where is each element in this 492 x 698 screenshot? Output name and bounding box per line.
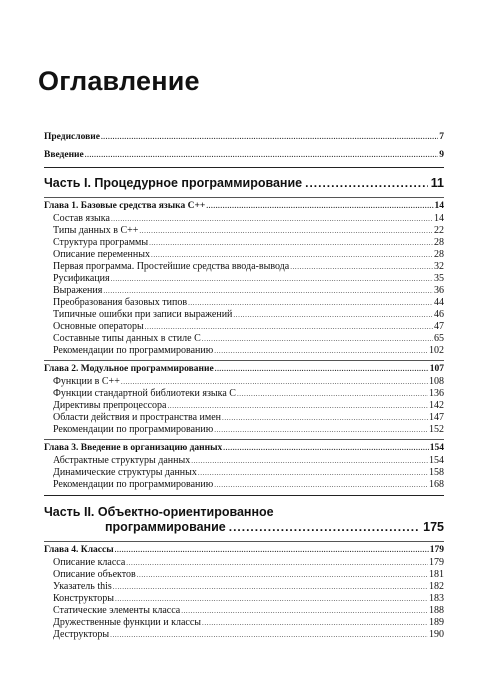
toc-section[interactable] bbox=[44, 617, 444, 629]
divider bbox=[44, 541, 444, 542]
leader-dots bbox=[214, 345, 428, 357]
toc-section-page: 154 bbox=[429, 455, 444, 466]
leader-dots bbox=[168, 400, 429, 412]
toc-section-label: Функции в C++ bbox=[53, 376, 120, 387]
leader-dots bbox=[237, 388, 428, 400]
leader-dots bbox=[145, 321, 433, 333]
leader-dots bbox=[103, 285, 433, 297]
divider bbox=[44, 197, 444, 198]
toc-section[interactable] bbox=[44, 557, 444, 569]
toc-chapter-2[interactable] bbox=[44, 363, 444, 376]
toc-section-page: 46 bbox=[434, 309, 444, 320]
toc-part-label: программирование bbox=[105, 520, 226, 534]
toc-section[interactable] bbox=[44, 388, 444, 400]
toc-chapter-label: Глава 3. Введение в организацию данных bbox=[44, 443, 223, 453]
toc-section[interactable] bbox=[44, 333, 444, 345]
leader-dots bbox=[110, 629, 428, 641]
toc-section-label: Конструкторы bbox=[53, 593, 115, 604]
toc-section-label: Деструкторы bbox=[53, 629, 110, 640]
toc-section[interactable] bbox=[44, 412, 444, 424]
toc-entry-preface[interactable] bbox=[44, 128, 444, 146]
toc-section-label: Описание переменных bbox=[53, 249, 150, 260]
toc-section[interactable] bbox=[44, 605, 444, 617]
toc-section[interactable] bbox=[44, 345, 444, 357]
leader-dots bbox=[305, 176, 428, 190]
toc-section[interactable] bbox=[44, 376, 444, 388]
toc-section-page: 181 bbox=[429, 569, 444, 580]
toc-chapter-label: Глава 2. Модульное программирование bbox=[44, 364, 214, 374]
toc-chapter-page: 107 bbox=[429, 364, 444, 374]
leader-dots bbox=[214, 424, 428, 436]
toc-section-label: Типы данных в C++ bbox=[53, 225, 139, 236]
toc-chapter-1[interactable] bbox=[44, 200, 444, 213]
toc-section-page: 108 bbox=[429, 376, 444, 387]
toc-entry-label: Введение bbox=[44, 150, 84, 160]
toc-section[interactable] bbox=[44, 424, 444, 436]
toc-chapter-label: Глава 4. Классы bbox=[44, 545, 114, 555]
toc-section-page: 168 bbox=[429, 479, 444, 490]
toc-section-page: 158 bbox=[429, 467, 444, 478]
toc-section-label: Описание класса bbox=[53, 557, 126, 568]
toc-section-label: Первая программа. Простейшие средства ввода-вывода bbox=[53, 261, 290, 272]
leader-dots bbox=[121, 376, 428, 388]
toc-section-label: Указатель this bbox=[53, 581, 112, 592]
toc-section-label: Состав языка bbox=[53, 213, 110, 224]
leader-dots bbox=[151, 249, 433, 261]
toc-section[interactable] bbox=[44, 273, 444, 285]
toc-section-page: 136 bbox=[429, 388, 444, 399]
leader-dots bbox=[149, 237, 433, 249]
leader-dots bbox=[229, 520, 420, 534]
toc-section-page: 14 bbox=[434, 213, 444, 224]
toc-section-label: Динамические структуры данных bbox=[53, 467, 197, 478]
toc-section-page: 147 bbox=[429, 412, 444, 423]
toc-section[interactable] bbox=[44, 297, 444, 309]
leader-dots bbox=[115, 544, 429, 557]
toc-section-page: 182 bbox=[429, 581, 444, 592]
leader-dots bbox=[85, 146, 439, 164]
toc-section-label: Директивы препроцессора bbox=[53, 400, 167, 411]
leader-dots bbox=[191, 455, 428, 467]
toc-section-label: Типичные ошибки при записи выражений bbox=[53, 309, 233, 320]
leader-dots bbox=[113, 581, 428, 593]
toc-part-label: Часть I. Процедурное программирование bbox=[44, 176, 303, 190]
toc-part-label-continued bbox=[44, 520, 444, 534]
toc-chapter-label: Глава 1. Базовые средства языка C++ bbox=[44, 201, 206, 211]
toc-section[interactable] bbox=[44, 593, 444, 605]
toc-part-page: 11 bbox=[430, 176, 444, 190]
leader-dots bbox=[126, 557, 428, 569]
toc-part-label: Часть II. Объектно-ориентированное bbox=[44, 505, 274, 519]
toc-section[interactable] bbox=[44, 225, 444, 237]
toc-part-page: 175 bbox=[423, 520, 444, 534]
toc-entry-page: 9 bbox=[439, 150, 444, 160]
toc-section[interactable] bbox=[44, 467, 444, 479]
toc-section-page: 179 bbox=[429, 557, 444, 568]
toc-section[interactable] bbox=[44, 237, 444, 249]
toc-section-page: 190 bbox=[429, 629, 444, 640]
leader-dots bbox=[137, 569, 428, 581]
toc-section[interactable] bbox=[44, 400, 444, 412]
toc-section-page: 32 bbox=[434, 261, 444, 272]
toc-section-page: 188 bbox=[429, 605, 444, 616]
divider bbox=[44, 167, 444, 168]
toc-section-label: Преобразования базовых типов bbox=[53, 297, 188, 308]
leader-dots bbox=[206, 200, 433, 213]
toc-section-label: Составные типы данных в стиле C bbox=[53, 333, 201, 344]
toc-section-page: 28 bbox=[434, 237, 444, 248]
toc-part-1[interactable] bbox=[44, 176, 444, 190]
leader-dots bbox=[115, 593, 428, 605]
leader-dots bbox=[202, 333, 433, 345]
leader-dots bbox=[188, 297, 433, 309]
leader-dots bbox=[181, 605, 428, 617]
toc-section-page: 189 bbox=[429, 617, 444, 628]
toc-section[interactable] bbox=[44, 261, 444, 273]
leader-dots bbox=[198, 467, 428, 479]
leader-dots bbox=[111, 273, 433, 285]
leader-dots bbox=[202, 617, 428, 629]
toc-section[interactable] bbox=[44, 581, 444, 593]
toc-section-label: Структура программы bbox=[53, 237, 149, 248]
toc-section-page: 28 bbox=[434, 249, 444, 260]
toc-section[interactable] bbox=[44, 455, 444, 467]
toc-section-page: 22 bbox=[434, 225, 444, 236]
page-title: Оглавление bbox=[38, 66, 200, 96]
toc-section-page: 36 bbox=[434, 285, 444, 296]
toc-chapter-3[interactable] bbox=[44, 442, 444, 455]
leader-dots bbox=[222, 412, 428, 424]
leader-dots bbox=[215, 363, 429, 376]
toc-section[interactable] bbox=[44, 321, 444, 333]
toc-section-label: Дружественные функции и классы bbox=[53, 617, 202, 628]
toc-section-label: Рекомендации по программированию bbox=[53, 479, 214, 490]
toc-part-2[interactable] bbox=[44, 504, 444, 534]
toc-entry-page: 7 bbox=[439, 132, 444, 142]
divider bbox=[44, 439, 444, 440]
leader-dots bbox=[223, 442, 428, 455]
divider bbox=[44, 495, 444, 496]
toc-section[interactable] bbox=[44, 629, 444, 641]
toc-section[interactable] bbox=[44, 569, 444, 581]
toc-section[interactable] bbox=[44, 285, 444, 297]
toc-section-page: 44 bbox=[434, 297, 444, 308]
toc-section-page: 47 bbox=[434, 321, 444, 332]
toc-section[interactable] bbox=[44, 309, 444, 321]
toc-section[interactable] bbox=[44, 479, 444, 491]
toc-section-page: 152 bbox=[429, 424, 444, 435]
toc-entry-label: Предисловие bbox=[44, 132, 100, 142]
leader-dots bbox=[290, 261, 433, 273]
divider bbox=[44, 360, 444, 361]
toc-section-page: 102 bbox=[429, 345, 444, 356]
toc-section-label: Статические элементы класса bbox=[53, 605, 181, 616]
toc-section-label: Основные операторы bbox=[53, 321, 144, 332]
toc-section-label: Области действия и пространства имен bbox=[53, 412, 221, 423]
leader-dots bbox=[101, 128, 438, 146]
toc-section[interactable] bbox=[44, 249, 444, 261]
leader-dots bbox=[111, 213, 433, 225]
toc-section-label: Описание объектов bbox=[53, 569, 136, 580]
toc-section-label: Рекомендации по программированию bbox=[53, 424, 214, 435]
toc-section-label: Русификация bbox=[53, 273, 110, 284]
toc-section-label: Абстрактные структуры данных bbox=[53, 455, 191, 466]
toc-section-page: 142 bbox=[429, 400, 444, 411]
toc-section-label: Рекомендации по программированию bbox=[53, 345, 214, 356]
toc-entry-introduction[interactable] bbox=[44, 146, 444, 164]
toc-section-page: 65 bbox=[434, 333, 444, 344]
leader-dots bbox=[233, 309, 433, 321]
toc-section[interactable] bbox=[44, 213, 444, 225]
toc-chapter-page: 154 bbox=[429, 443, 444, 453]
toc-section-page: 183 bbox=[429, 593, 444, 604]
toc-section-page: 35 bbox=[434, 273, 444, 284]
table-of-contents bbox=[44, 128, 444, 641]
toc-section-label: Функции стандартной библиотеки языка C bbox=[53, 388, 236, 399]
toc-chapter-page: 14 bbox=[434, 201, 444, 211]
toc-chapter-page: 179 bbox=[429, 545, 444, 555]
leader-dots bbox=[139, 225, 433, 237]
leader-dots bbox=[214, 479, 428, 491]
toc-section-label: Выражения bbox=[53, 285, 103, 296]
toc-chapter-4[interactable] bbox=[44, 544, 444, 557]
